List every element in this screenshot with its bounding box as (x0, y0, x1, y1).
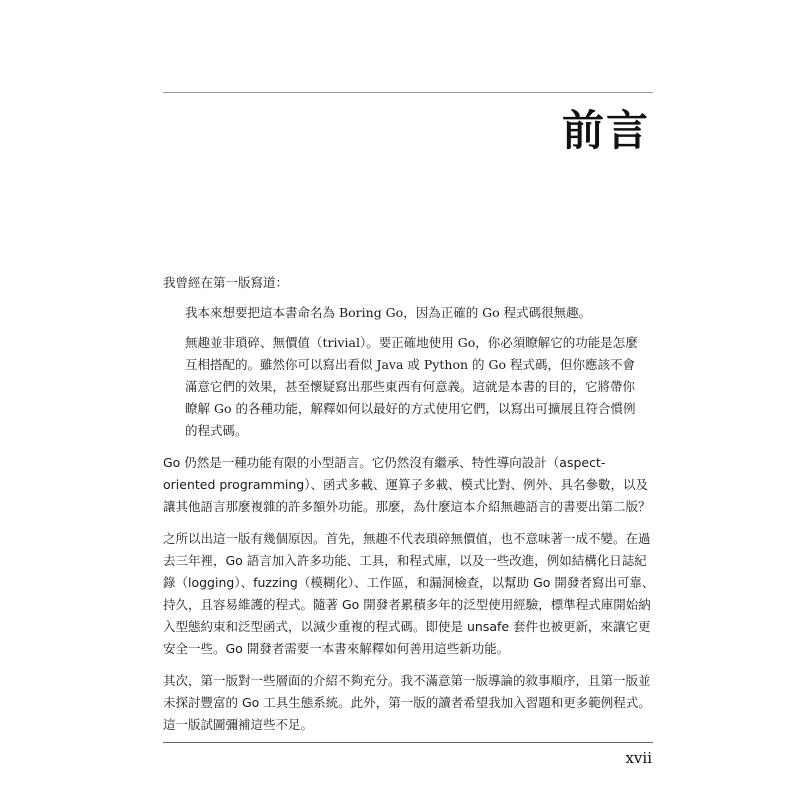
paragraph: Go 仍然是一種功能有限的小型語言。它仍然沒有繼承、特性導向設計（aspect-oriented programming）、函式多載、運算子多載、模式比對、例外、具名參數，以及讓其他語言那麼複雜的許多額外功能。那麼，為什麼這本介紹無趣語言的書要出第二版？ (163, 455, 651, 514)
body-text (163, 272, 655, 746)
bottom-rule (163, 742, 653, 743)
paragraph: 之所以出這一版有幾個原因。首先，無趣不代表瑣碎無價值，也不意味著一成不變。在過去三年裡，Go 語言加入許多功能、工具，和程式庫，以及一些改進，例如結構化日誌紀錄（logging）、fuzzing（模糊化）、工作區，和漏洞檢查，以幫助 Go 開發者寫出可靠、持久，且容易維護的程式。隨著 Go 開發者累積多年的泛型使用經驗，標準程式庫開始納入型態約束和泛型函式，以減少重複的程式碼。即使是 unsafe 套件也被更新，來讓它更安全一些。Go 開發者需要一本書來解釋如何善用這些新功能。 (163, 531, 655, 656)
quote-paragraph: 無趣並非瑣碎、無價值（trivial）。要正確地使用 Go，你必須瞭解它的功能是怎麼互相搭配的。雖然你可以寫出看似 Java 或 Python 的 Go 程式碼，但你應該不會滿意它們的效果，甚至懷疑寫出那些東西有何意義。這就是本書的目的，它將帶你瞭解 Go 的各種功能，解釋如何以最好的方式使用它們，以寫出可擴展且符合慣例的程式碼。 (185, 335, 638, 438)
quote-paragraph: 我本來想要把這本書命名為 Boring Go，因為正確的 Go 程式碼很無趣。 (185, 305, 592, 320)
intro-line: 我曾經在第一版寫道： (163, 275, 289, 290)
paragraph: 其次，第一版對一些層面的介紹不夠充分。我不滿意第一版導論的敘事順序，且第一版並未探討豐富的 Go 工具生態系統。此外，第一版的讀者希望我加入習題和更多範例程式。這一版試圖彌補這些不足。 (163, 673, 651, 732)
page-number: xvii (625, 749, 652, 767)
block-quote (185, 302, 655, 442)
chapter-title: 前言 (561, 106, 650, 155)
top-rule (163, 92, 653, 93)
